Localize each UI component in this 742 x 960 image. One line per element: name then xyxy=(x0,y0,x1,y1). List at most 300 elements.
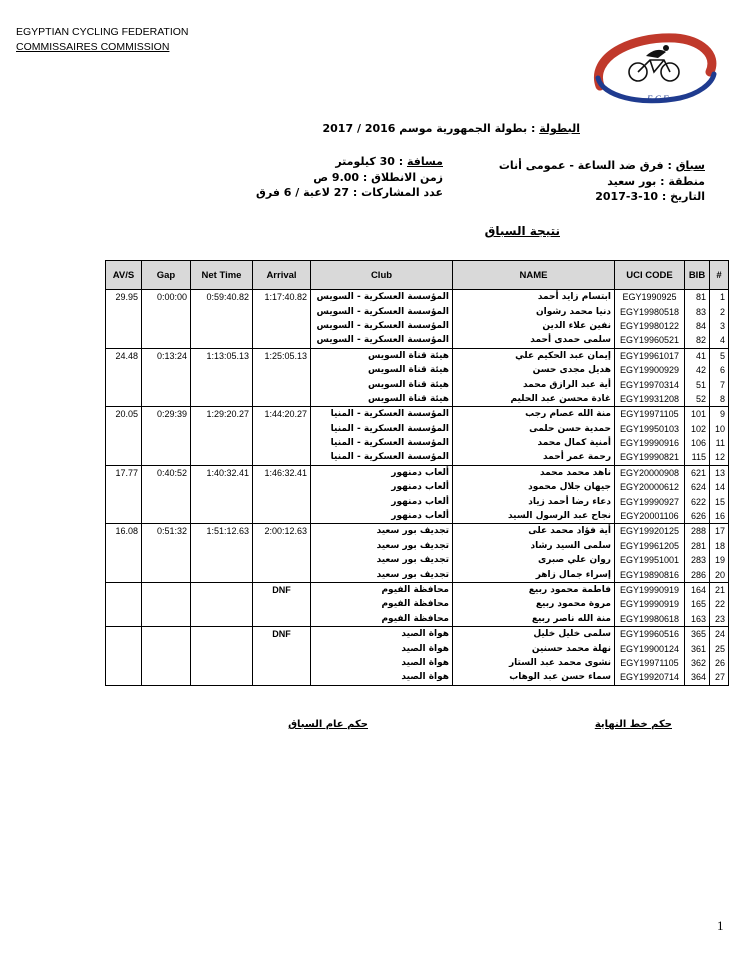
cell-avs: 16.08 xyxy=(106,524,142,539)
cell-club: المؤسسة العسكرية - السويس xyxy=(311,333,453,348)
cell-club: محافظة الفيوم xyxy=(311,582,453,597)
cell-club: ألعاب دمنهور xyxy=(311,480,453,494)
table-row xyxy=(106,348,729,363)
cell-net-time xyxy=(191,641,253,655)
cell-gap xyxy=(142,597,191,611)
cell-rank: 1 xyxy=(710,290,729,305)
cell-net-time xyxy=(191,333,253,348)
results-body xyxy=(106,290,729,686)
cell-gap xyxy=(142,626,191,641)
cell-arrival: 1:46:32.41 xyxy=(253,465,311,480)
cell-net-time xyxy=(191,392,253,407)
cell-bib: 84 xyxy=(685,319,710,333)
cell-club: محافظة الفيوم xyxy=(311,597,453,611)
cell-arrival: 2:00:12.63 xyxy=(253,524,311,539)
table-row xyxy=(106,553,729,567)
cell-gap xyxy=(142,480,191,494)
table-row xyxy=(106,422,729,436)
cell-uci-code: EGY19931208 xyxy=(615,392,685,407)
cell-avs xyxy=(106,436,142,450)
cell-avs xyxy=(106,494,142,508)
region-label: منطقة xyxy=(668,174,705,188)
cell-net-time xyxy=(191,480,253,494)
cell-name: سلمى حمدى أحمد xyxy=(453,333,615,348)
cell-uci-code: EGY19920125 xyxy=(615,524,685,539)
cell-name: ناهد محمد محمد xyxy=(453,465,615,480)
table-row xyxy=(106,582,729,597)
logo-text: E.C.F xyxy=(647,94,669,104)
results-table xyxy=(105,260,729,686)
table-row xyxy=(106,509,729,524)
cell-net-time xyxy=(191,319,253,333)
cell-gap xyxy=(142,333,191,348)
cell-bib: 361 xyxy=(685,641,710,655)
cell-gap xyxy=(142,509,191,524)
cell-arrival xyxy=(253,553,311,567)
cell-avs xyxy=(106,597,142,611)
cell-rank: 17 xyxy=(710,524,729,539)
cell-gap xyxy=(142,392,191,407)
cell-club: المؤسسة العسكرية - السويس xyxy=(311,319,453,333)
cell-net-time xyxy=(191,567,253,582)
col-rank-header: # xyxy=(710,261,729,290)
table-row xyxy=(106,480,729,494)
table-row xyxy=(106,494,729,508)
cell-name: روان علي صبرى xyxy=(453,553,615,567)
date-label: التاريخ xyxy=(670,190,705,203)
cell-arrival: 1:25:05.13 xyxy=(253,348,311,363)
cell-gap xyxy=(142,422,191,436)
cell-rank: 3 xyxy=(710,319,729,333)
table-row xyxy=(106,290,729,305)
table-row xyxy=(106,656,729,670)
cell-uci-code: EGY19950103 xyxy=(615,422,685,436)
cell-avs xyxy=(106,377,142,391)
cell-gap xyxy=(142,582,191,597)
cell-rank: 13 xyxy=(710,465,729,480)
cell-gap: 0:51:32 xyxy=(142,524,191,539)
cell-avs xyxy=(106,422,142,436)
cell-net-time xyxy=(191,509,253,524)
federation-name: EGYPTIAN CYCLING FEDERATION xyxy=(16,26,189,38)
cell-bib: 51 xyxy=(685,377,710,391)
cell-club: ألعاب دمنهور xyxy=(311,509,453,524)
region-value: : بور سعيد xyxy=(607,174,665,188)
table-row xyxy=(106,363,729,377)
cell-uci-code: EGY20001106 xyxy=(615,509,685,524)
cell-uci-code: EGY19961017 xyxy=(615,348,685,363)
cell-avs xyxy=(106,641,142,655)
cell-name: نشوى محمد عبد الستار xyxy=(453,656,615,670)
cell-uci-code: EGY19951001 xyxy=(615,553,685,567)
cell-arrival xyxy=(253,480,311,494)
cell-club: هيئة قناة السويس xyxy=(311,348,453,363)
cell-club: المؤسسة العسكرية - المنيا xyxy=(311,436,453,450)
col-bib-header: BIB xyxy=(685,261,710,290)
cell-rank: 12 xyxy=(710,450,729,465)
table-row xyxy=(106,333,729,348)
cell-club: تجديف بور سعيد xyxy=(311,524,453,539)
cell-net-time xyxy=(191,539,253,553)
cell-gap: 0:13:24 xyxy=(142,348,191,363)
table-row xyxy=(106,304,729,318)
cell-gap xyxy=(142,450,191,465)
cell-arrival xyxy=(253,392,311,407)
cell-name: ابتسام زايد أحمد xyxy=(453,290,615,305)
cell-net-time xyxy=(191,656,253,670)
cell-arrival: DNF xyxy=(253,582,311,597)
col-arrival-header: Arrival xyxy=(253,261,311,290)
table-row xyxy=(106,436,729,450)
distance-label: مسافة xyxy=(406,155,443,168)
col-net-time-header: Net Time xyxy=(191,261,253,290)
cell-bib: 115 xyxy=(685,450,710,465)
cell-club: محافظة الفيوم xyxy=(311,612,453,627)
cell-arrival xyxy=(253,333,311,348)
col-avs-header: AV/S xyxy=(106,261,142,290)
cell-avs xyxy=(106,553,142,567)
cell-arrival xyxy=(253,539,311,553)
cell-uci-code: EGY19900124 xyxy=(615,641,685,655)
cell-avs xyxy=(106,304,142,318)
cell-bib: 83 xyxy=(685,304,710,318)
cell-bib: 81 xyxy=(685,290,710,305)
cell-avs: 17.77 xyxy=(106,465,142,480)
finish-judge-signature: حكم خط النهاية xyxy=(594,719,672,730)
cell-rank: 8 xyxy=(710,392,729,407)
cell-name: رحمة عمر أحمد xyxy=(453,450,615,465)
cell-name: دنيا محمد رشوان xyxy=(453,304,615,318)
cell-net-time xyxy=(191,626,253,641)
cell-net-time xyxy=(191,363,253,377)
table-row xyxy=(106,539,729,553)
cell-rank: 9 xyxy=(710,407,729,422)
cell-arrival xyxy=(253,377,311,391)
cell-avs xyxy=(106,626,142,641)
cell-net-time xyxy=(191,377,253,391)
cell-name: أية عبد الرازق محمد xyxy=(453,377,615,391)
cell-net-time: 1:13:05.13 xyxy=(191,348,253,363)
cell-bib: 106 xyxy=(685,436,710,450)
cell-gap: 0:29:39 xyxy=(142,407,191,422)
cell-club: تجديف بور سعيد xyxy=(311,567,453,582)
cell-avs xyxy=(106,480,142,494)
cell-arrival xyxy=(253,304,311,318)
cell-gap xyxy=(142,553,191,567)
cell-arrival xyxy=(253,567,311,582)
race-label: سباق xyxy=(675,159,705,172)
date-value: : 10-3-2017 xyxy=(595,190,667,203)
cell-net-time xyxy=(191,670,253,685)
cell-avs: 29.95 xyxy=(106,290,142,305)
col-name-header: NAME xyxy=(453,261,615,290)
cell-name: منة الله عصام رجب xyxy=(453,407,615,422)
cell-name: نجاح عبد الرسول السيد xyxy=(453,509,615,524)
commission-name: COMMISSAIRES COMMISSION xyxy=(16,41,170,53)
cell-club: هيئة قناة السويس xyxy=(311,392,453,407)
cell-name: مروة محمود ربيع xyxy=(453,597,615,611)
cell-bib: 52 xyxy=(685,392,710,407)
cell-name: هديل مجدى حسن xyxy=(453,363,615,377)
race-info-left xyxy=(200,154,443,201)
cell-name: حمدية حسن حلمى xyxy=(453,422,615,436)
cell-bib: 82 xyxy=(685,333,710,348)
cell-net-time: 1:29:20.27 xyxy=(191,407,253,422)
cell-uci-code: EGY19990919 xyxy=(615,597,685,611)
cell-avs: 20.05 xyxy=(106,407,142,422)
cell-name: نفين علاء الدين xyxy=(453,319,615,333)
cell-arrival xyxy=(253,597,311,611)
cell-rank: 7 xyxy=(710,377,729,391)
cell-bib: 364 xyxy=(685,670,710,685)
cell-bib: 624 xyxy=(685,480,710,494)
cell-club: هواة الصيد xyxy=(311,670,453,685)
cell-bib: 41 xyxy=(685,348,710,363)
cell-arrival xyxy=(253,641,311,655)
cell-net-time: 0:59:40.82 xyxy=(191,290,253,305)
cell-rank: 21 xyxy=(710,582,729,597)
table-row xyxy=(106,597,729,611)
cell-bib: 288 xyxy=(685,524,710,539)
cell-rank: 26 xyxy=(710,656,729,670)
cell-rank: 19 xyxy=(710,553,729,567)
cell-uci-code: EGY19990927 xyxy=(615,494,685,508)
cell-club: المؤسسة العسكرية - المنيا xyxy=(311,450,453,465)
cell-avs xyxy=(106,656,142,670)
cell-gap xyxy=(142,377,191,391)
cell-avs xyxy=(106,333,142,348)
cell-net-time xyxy=(191,450,253,465)
cell-avs xyxy=(106,539,142,553)
cell-rank: 6 xyxy=(710,363,729,377)
cell-bib: 163 xyxy=(685,612,710,627)
table-row xyxy=(106,407,729,422)
cell-club: ألعاب دمنهور xyxy=(311,494,453,508)
cell-bib: 101 xyxy=(685,407,710,422)
cell-gap xyxy=(142,612,191,627)
cell-club: ألعاب دمنهور xyxy=(311,465,453,480)
cell-net-time xyxy=(191,582,253,597)
cell-uci-code: EGY19960521 xyxy=(615,333,685,348)
championship-value: : بطولة الجمهورية موسم 2016 / 2017 xyxy=(322,122,536,135)
cell-rank: 5 xyxy=(710,348,729,363)
cell-avs xyxy=(106,612,142,627)
cell-bib: 165 xyxy=(685,597,710,611)
cell-net-time xyxy=(191,304,253,318)
cell-uci-code: EGY19990821 xyxy=(615,450,685,465)
cell-name: فاطمة محمود ربيع xyxy=(453,582,615,597)
table-row xyxy=(106,450,729,465)
cell-net-time xyxy=(191,436,253,450)
cell-uci-code: EGY19990919 xyxy=(615,582,685,597)
cell-club: هواة الصيد xyxy=(311,656,453,670)
table-row xyxy=(106,377,729,391)
cell-avs xyxy=(106,363,142,377)
cell-avs xyxy=(106,392,142,407)
table-row xyxy=(106,612,729,627)
cell-gap: 0:00:00 xyxy=(142,290,191,305)
cell-rank: 16 xyxy=(710,509,729,524)
cell-uci-code: EGY19970314 xyxy=(615,377,685,391)
cell-bib: 283 xyxy=(685,553,710,567)
cell-rank: 25 xyxy=(710,641,729,655)
cell-arrival xyxy=(253,422,311,436)
cell-bib: 286 xyxy=(685,567,710,582)
table-row xyxy=(106,524,729,539)
table-row xyxy=(106,567,729,582)
cell-bib: 102 xyxy=(685,422,710,436)
cell-uci-code: EGY19980122 xyxy=(615,319,685,333)
cell-club: هواة الصيد xyxy=(311,641,453,655)
table-row xyxy=(106,626,729,641)
cell-club: المؤسسة العسكرية - السويس xyxy=(311,304,453,318)
cell-name: سلمى خليل خليل xyxy=(453,626,615,641)
cell-bib: 362 xyxy=(685,656,710,670)
cell-net-time: 1:51:12.63 xyxy=(191,524,253,539)
cell-bib: 622 xyxy=(685,494,710,508)
cell-uci-code: EGY19990916 xyxy=(615,436,685,450)
race-value: : فرق ضد الساعة - عمومى أنات xyxy=(498,159,672,172)
table-row xyxy=(106,465,729,480)
cell-gap xyxy=(142,539,191,553)
cell-arrival xyxy=(253,363,311,377)
cell-gap xyxy=(142,567,191,582)
ecf-logo xyxy=(580,28,720,108)
cell-rank: 23 xyxy=(710,612,729,627)
cell-name: أية فؤاد محمد على xyxy=(453,524,615,539)
cell-avs xyxy=(106,319,142,333)
cell-club: المؤسسة العسكرية - المنيا xyxy=(311,407,453,422)
cell-club: هيئة قناة السويس xyxy=(311,377,453,391)
distance-value: : 30 كيلومتر xyxy=(335,155,404,168)
page-number: 1 xyxy=(717,918,724,933)
cell-uci-code: EGY19890816 xyxy=(615,567,685,582)
cell-avs: 24.48 xyxy=(106,348,142,363)
cell-bib: 365 xyxy=(685,626,710,641)
cell-uci-code: EGY19971105 xyxy=(615,656,685,670)
cell-gap xyxy=(142,363,191,377)
cell-name: نهلة محمد حسنين xyxy=(453,641,615,655)
cell-uci-code: EGY20000908 xyxy=(615,465,685,480)
cell-bib: 626 xyxy=(685,509,710,524)
cell-rank: 4 xyxy=(710,333,729,348)
cell-rank: 14 xyxy=(710,480,729,494)
cell-arrival xyxy=(253,656,311,670)
cell-rank: 22 xyxy=(710,597,729,611)
participants-count: عدد المشاركات : 27 لاعبة / 6 فرق xyxy=(256,186,443,199)
cell-uci-code: EGY19900929 xyxy=(615,363,685,377)
cell-bib: 621 xyxy=(685,465,710,480)
cell-arrival xyxy=(253,494,311,508)
cell-club: تجديف بور سعيد xyxy=(311,539,453,553)
cell-net-time xyxy=(191,422,253,436)
race-info-right xyxy=(440,158,705,205)
cell-gap xyxy=(142,656,191,670)
cell-uci-code: EGY1990925 xyxy=(615,290,685,305)
cell-gap xyxy=(142,304,191,318)
cell-name: جيهان جلال محمود xyxy=(453,480,615,494)
cell-net-time xyxy=(191,553,253,567)
cell-arrival xyxy=(253,436,311,450)
cell-arrival xyxy=(253,670,311,685)
race-judge-signature: حكم عام السباق xyxy=(288,719,368,730)
cell-arrival: 1:44:20.27 xyxy=(253,407,311,422)
cell-net-time xyxy=(191,494,253,508)
cell-net-time xyxy=(191,597,253,611)
cell-gap: 0:40:52 xyxy=(142,465,191,480)
cell-gap xyxy=(142,436,191,450)
cell-club: تجديف بور سعيد xyxy=(311,553,453,567)
cell-uci-code: EGY19960516 xyxy=(615,626,685,641)
cell-avs xyxy=(106,509,142,524)
cell-gap xyxy=(142,319,191,333)
col-uci-code-header: UCI CODE xyxy=(615,261,685,290)
cell-name: سلمى السيد رشاد xyxy=(453,539,615,553)
cell-net-time: 1:40:32.41 xyxy=(191,465,253,480)
cell-rank: 15 xyxy=(710,494,729,508)
cell-uci-code: EGY19980618 xyxy=(615,612,685,627)
cell-gap xyxy=(142,494,191,508)
championship-label: البطولة xyxy=(539,122,580,135)
cell-name: منة الله ناصر ربيع xyxy=(453,612,615,627)
table-row xyxy=(106,670,729,685)
table-row xyxy=(106,319,729,333)
cell-net-time xyxy=(191,612,253,627)
col-gap-header: Gap xyxy=(142,261,191,290)
cell-rank: 10 xyxy=(710,422,729,436)
cell-gap xyxy=(142,641,191,655)
cell-arrival xyxy=(253,509,311,524)
cell-name: سماء حسن عبد الوهاب xyxy=(453,670,615,685)
cell-rank: 24 xyxy=(710,626,729,641)
cell-bib: 164 xyxy=(685,582,710,597)
cell-avs xyxy=(106,450,142,465)
table-row xyxy=(106,641,729,655)
start-time: زمن الانطلاق : 9.00 ص xyxy=(313,170,443,184)
cell-name: دعاء رضا أحمد زياد xyxy=(453,494,615,508)
cell-name: إسراء جمال زاهر xyxy=(453,567,615,582)
cell-uci-code: EGY19971105 xyxy=(615,407,685,422)
cell-rank: 11 xyxy=(710,436,729,450)
cell-uci-code: EGY19961205 xyxy=(615,539,685,553)
cell-arrival: DNF xyxy=(253,626,311,641)
cell-uci-code: EGY20000612 xyxy=(615,480,685,494)
cell-name: غادة محسن عبد الحليم xyxy=(453,392,615,407)
cell-avs xyxy=(106,670,142,685)
cell-arrival xyxy=(253,612,311,627)
cell-rank: 20 xyxy=(710,567,729,582)
cell-arrival xyxy=(253,450,311,465)
cell-avs xyxy=(106,582,142,597)
cell-name: أمنية كمال محمد xyxy=(453,436,615,450)
col-club-header: Club xyxy=(311,261,453,290)
cell-arrival xyxy=(253,319,311,333)
cell-club: هيئة قناة السويس xyxy=(311,363,453,377)
cell-bib: 281 xyxy=(685,539,710,553)
cell-rank: 2 xyxy=(710,304,729,318)
cell-gap xyxy=(142,670,191,685)
championship-title xyxy=(200,122,580,135)
cell-name: إيمان عبد الحكيم علي xyxy=(453,348,615,363)
table-header-row xyxy=(106,261,729,290)
cell-club: هواة الصيد xyxy=(311,626,453,641)
cell-club: المؤسسة العسكرية - المنيا xyxy=(311,422,453,436)
results-title: نتيجة السباق xyxy=(484,224,560,238)
table-row xyxy=(106,392,729,407)
cell-rank: 27 xyxy=(710,670,729,685)
cell-arrival: 1:17:40.82 xyxy=(253,290,311,305)
cell-rank: 18 xyxy=(710,539,729,553)
